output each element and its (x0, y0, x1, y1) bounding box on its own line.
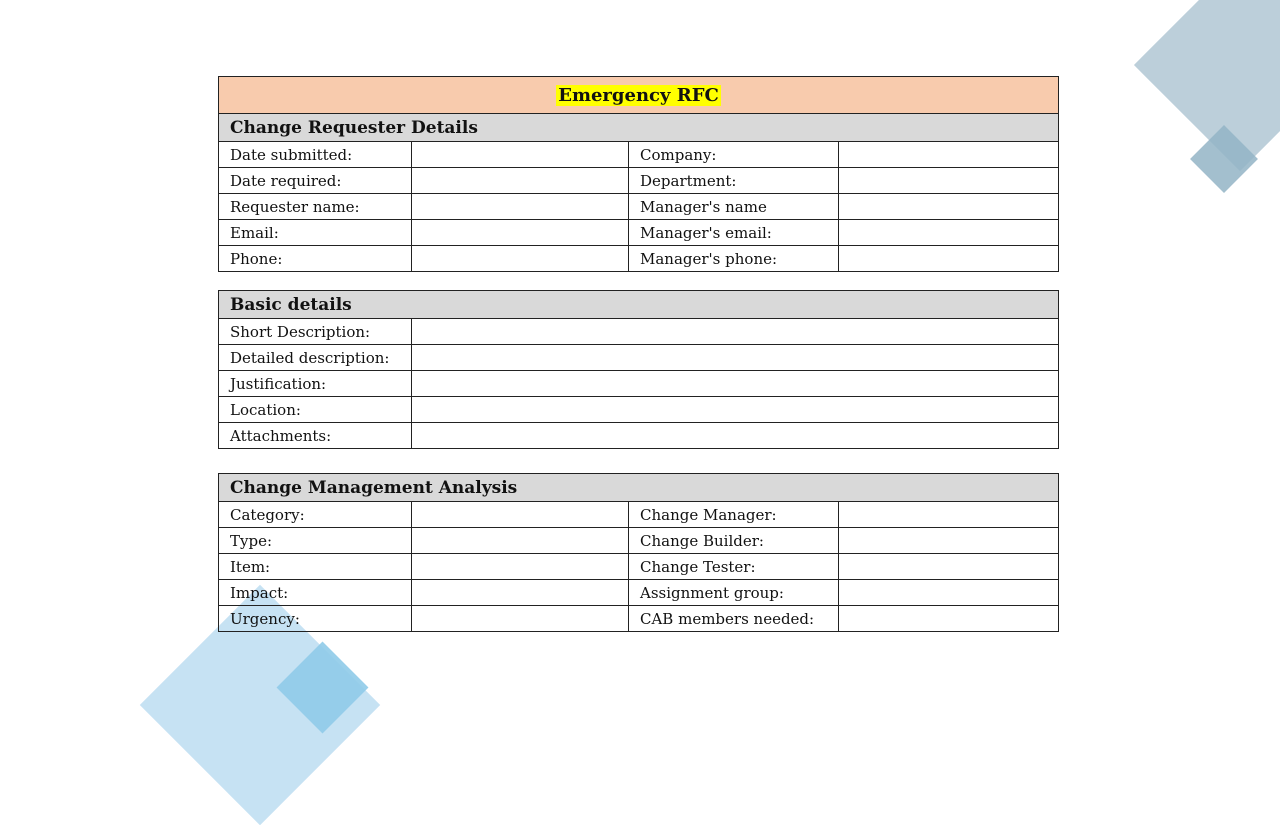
field-label: Location: (219, 397, 412, 423)
field-label: CAB members needed: (629, 606, 839, 632)
field-value[interactable] (412, 168, 629, 194)
field-label: Change Manager: (629, 502, 839, 528)
field-value[interactable] (412, 502, 629, 528)
table-row (219, 528, 1059, 554)
basic-details-table (218, 290, 1058, 449)
field-label: Assignment group: (629, 580, 839, 606)
field-value[interactable] (839, 194, 1059, 220)
field-value[interactable] (412, 345, 1059, 371)
field-value[interactable] (412, 397, 1059, 423)
field-value[interactable] (412, 319, 1059, 345)
field-label: Department: (629, 168, 839, 194)
section-heading: Change Management Analysis (219, 474, 1059, 502)
field-value[interactable] (839, 246, 1059, 272)
table-row (219, 220, 1059, 246)
field-value[interactable] (839, 554, 1059, 580)
table-row (219, 606, 1059, 632)
change-management-table (218, 473, 1058, 632)
field-value[interactable] (412, 220, 629, 246)
field-value[interactable] (412, 528, 629, 554)
field-label: Attachments: (219, 423, 412, 449)
field-label: Manager's phone: (629, 246, 839, 272)
table-row (219, 554, 1059, 580)
title-row (219, 77, 1059, 114)
field-value[interactable] (839, 606, 1059, 632)
field-value[interactable] (412, 606, 629, 632)
field-label: Requester name: (219, 194, 412, 220)
section-header (219, 291, 1059, 319)
field-label: Item: (219, 554, 412, 580)
section-heading: Basic details (219, 291, 1059, 319)
field-label: Short Description: (219, 319, 412, 345)
table-row (219, 502, 1059, 528)
field-value[interactable] (412, 580, 629, 606)
field-value[interactable] (412, 246, 629, 272)
table-row (219, 580, 1059, 606)
field-label: Justification: (219, 371, 412, 397)
field-label: Date submitted: (219, 142, 412, 168)
field-label: Urgency: (219, 606, 412, 632)
change-requester-table (218, 76, 1058, 272)
field-label: Date required: (219, 168, 412, 194)
field-value[interactable] (839, 220, 1059, 246)
section-header (219, 114, 1059, 142)
field-value[interactable] (412, 194, 629, 220)
field-label: Detailed description: (219, 345, 412, 371)
table-row (219, 319, 1059, 345)
form-title: Emergency RFC (558, 84, 719, 106)
section-header (219, 474, 1059, 502)
field-value[interactable] (412, 371, 1059, 397)
field-label: Company: (629, 142, 839, 168)
field-value[interactable] (839, 142, 1059, 168)
field-label: Impact: (219, 580, 412, 606)
field-label: Change Builder: (629, 528, 839, 554)
field-label: Manager's email: (629, 220, 839, 246)
table-row (219, 423, 1059, 449)
table-row (219, 371, 1059, 397)
table-row (219, 194, 1059, 220)
table-row (219, 345, 1059, 371)
field-label: Email: (219, 220, 412, 246)
field-label: Phone: (219, 246, 412, 272)
field-label: Change Tester: (629, 554, 839, 580)
field-value[interactable] (412, 554, 629, 580)
field-label: Category: (219, 502, 412, 528)
field-label: Type: (219, 528, 412, 554)
section-heading: Change Requester Details (219, 114, 1059, 142)
table-row (219, 142, 1059, 168)
table-row (219, 246, 1059, 272)
field-label: Manager's name (629, 194, 839, 220)
table-row (219, 397, 1059, 423)
table-row (219, 168, 1059, 194)
field-value[interactable] (839, 528, 1059, 554)
field-value[interactable] (839, 502, 1059, 528)
field-value[interactable] (412, 142, 629, 168)
field-value[interactable] (839, 168, 1059, 194)
field-value[interactable] (839, 580, 1059, 606)
field-value[interactable] (412, 423, 1059, 449)
